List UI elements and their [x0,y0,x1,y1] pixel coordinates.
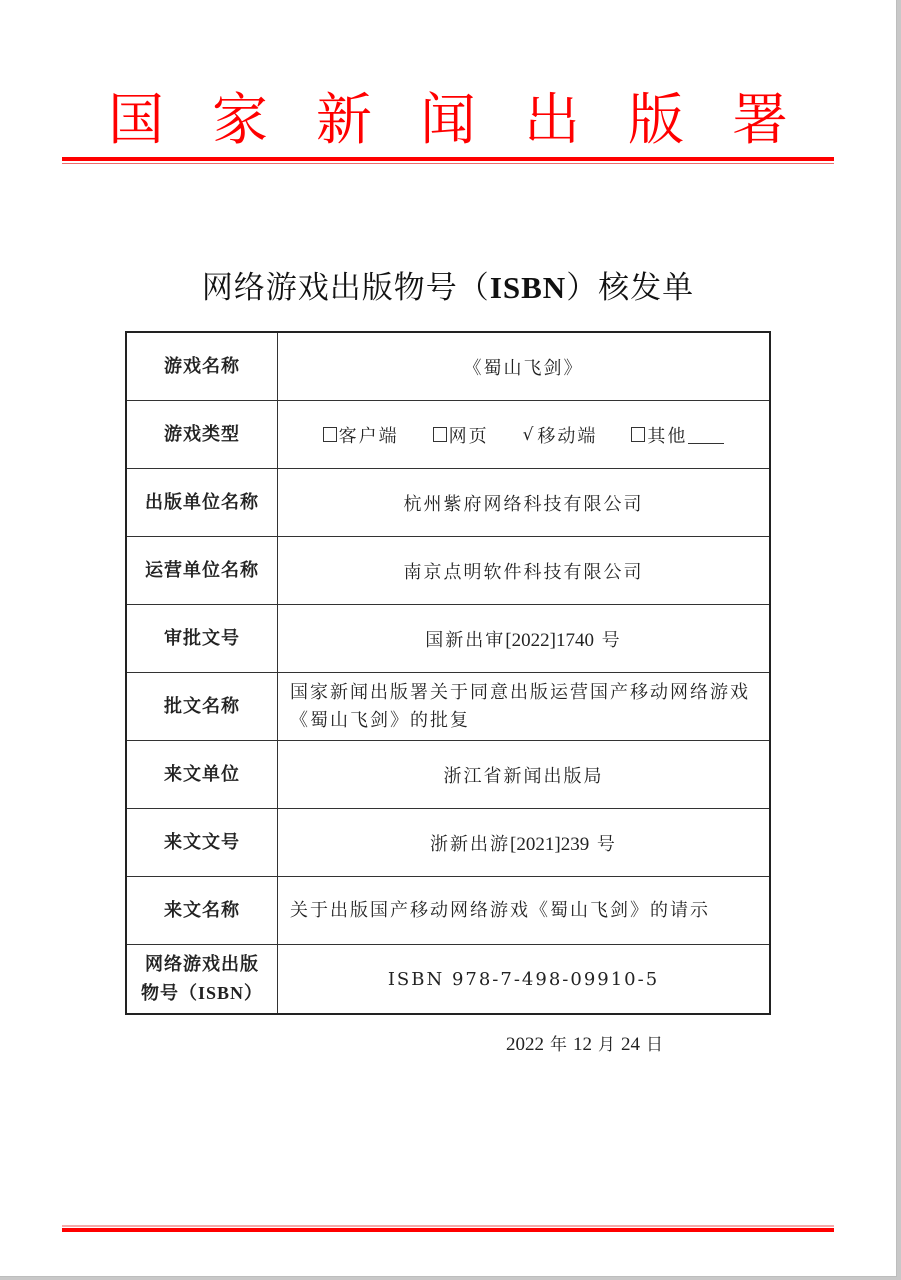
row-label: 来文单位 [126,741,278,809]
date-month: 12 [573,1034,592,1055]
row-label: 运营单位名称 [126,537,278,605]
agency-char: 新 [316,88,396,153]
agency-char: 版 [628,88,708,153]
row-label: 游戏名称 [126,332,278,401]
footer-red-rule-thin [62,1225,834,1227]
table-row [126,809,770,877]
checkmark-icon: √ [522,424,536,445]
game-type-options [278,401,771,469]
checkbox-unchecked-icon [323,427,337,442]
agency-char: 闻 [420,88,500,153]
blank-underline [688,425,724,444]
option-label: 其他 [647,425,688,447]
row-label: 游戏类型 [126,401,278,469]
table-row [126,673,770,741]
submitting-unit-value: 浙江省新闻出版局 [278,741,771,809]
game-type-option [523,422,598,448]
row-label: 来文文号 [126,809,278,877]
label-suffix: ） [244,982,264,1004]
table-row [126,741,770,809]
agency-char: 署 [732,88,812,153]
checkbox-unchecked-icon [433,427,447,442]
isbn-form-table [125,331,771,1015]
row-label-line2 [127,979,277,1008]
submission-name-value: 关于出版国产移动网络游戏《蜀山飞剑》的请示 [278,877,771,945]
row-label: 出版单位名称 [126,469,278,537]
table-row [126,945,770,1015]
footer-red-rule [62,1228,834,1232]
row-label-line1: 网络游戏出版 [145,953,259,975]
row-label: 来文名称 [126,877,278,945]
row-label: 批文名称 [126,673,278,741]
publisher-value: 杭州紫府网络科技有限公司 [278,469,771,537]
approval-number-prefix: 国新出审 [425,629,506,651]
issue-date [506,1030,669,1056]
table-row [126,401,770,469]
agency-header [62,86,834,156]
game-name-value: 《蜀山飞剑》 [278,332,771,401]
agency-char: 国 [108,88,188,153]
table-row [126,605,770,673]
title-prefix: 网络游戏出版物号（ [201,270,490,306]
header-red-rule-thin [62,163,834,164]
agency-char: 出 [524,88,604,153]
label-isbn: ISBN [197,982,245,1003]
option-label: 网页 [448,425,489,447]
option-label: 移动端 [537,425,598,447]
submission-number-suffix: 号 [589,833,617,855]
date-year-unit: 年 [550,1035,567,1055]
game-type-option [433,422,489,448]
submission-number-prefix: 浙新出游 [430,833,511,855]
game-type-option [631,422,724,448]
date-day-unit: 日 [646,1035,663,1055]
document-title [0,262,896,307]
table-row [126,877,770,945]
table-row [126,469,770,537]
submission-number-value [278,809,771,877]
date-day: 24 [621,1034,640,1055]
label-prefix: 物号（ [140,982,198,1004]
submission-number-num: [2021]239 [510,833,590,855]
table-row [126,537,770,605]
approval-number-value [278,605,771,673]
title-suffix: ）核发单 [566,270,695,306]
header-red-rule [62,157,834,161]
approval-document-name-value: 国家新闻出版署关于同意出版运营国产移动网络游戏《蜀山飞剑》的批复 [278,673,771,741]
date-month-unit: 月 [598,1035,615,1055]
table-row [126,332,770,401]
agency-char: 家 [212,88,292,153]
date-year: 2022 [506,1034,544,1055]
operator-value: 南京点明软件科技有限公司 [278,537,771,605]
approval-number-num: [2022]1740 [505,629,594,651]
isbn-value: ISBN 978-7-498-09910-5 [278,945,771,1015]
approval-number-suffix: 号 [593,629,622,651]
game-type-option [323,422,399,448]
title-isbn: ISBN [489,270,567,305]
option-label: 客户端 [338,425,399,447]
row-label-isbn [126,945,278,1015]
checkbox-unchecked-icon [631,427,645,442]
row-label: 审批文号 [126,605,278,673]
